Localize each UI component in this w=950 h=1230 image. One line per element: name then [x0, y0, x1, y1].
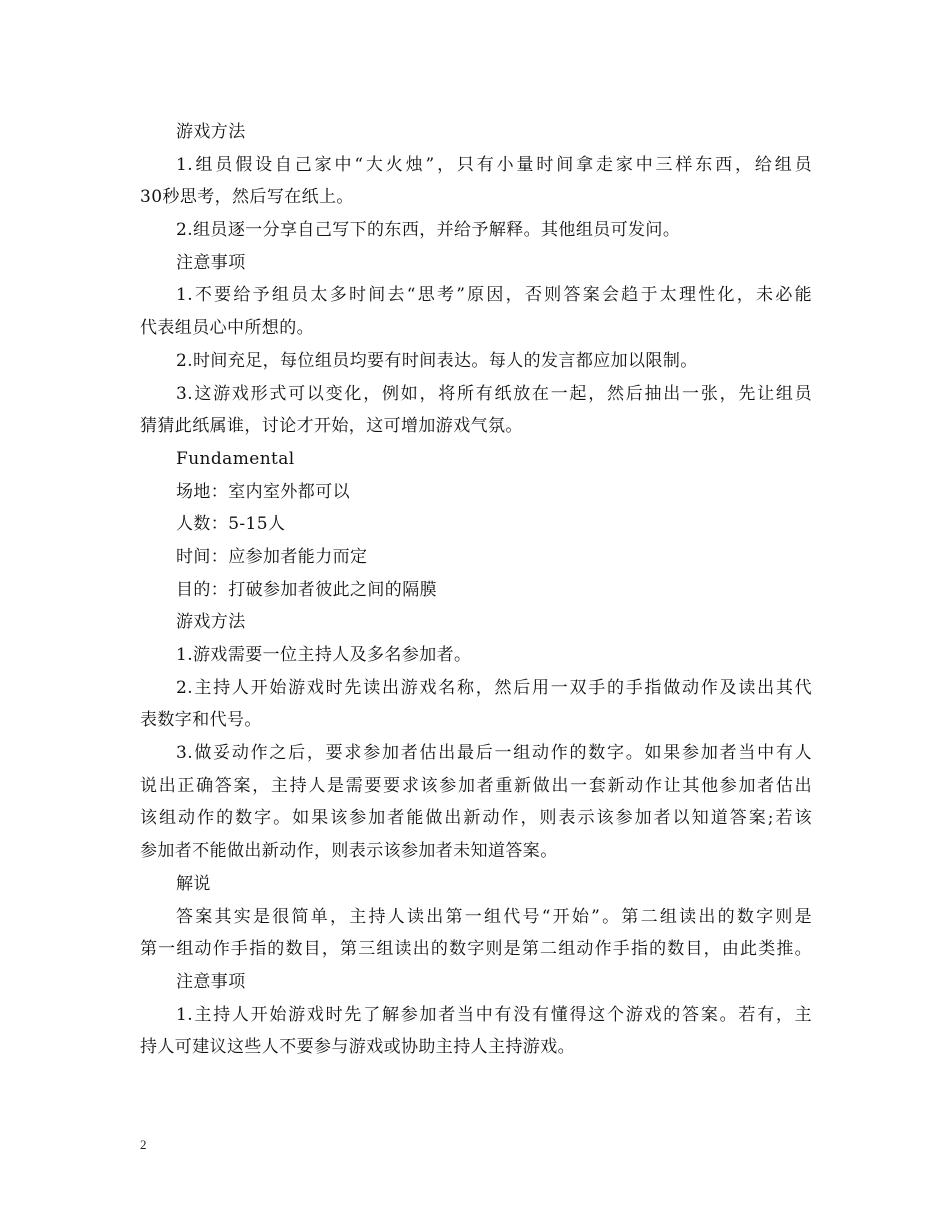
paragraph-line: 2.组员逐一分享自己写下的东西，并给予解释。其他组员可发问。 [176, 220, 681, 241]
paragraph-line: 说出正确答案，主持人是需要要求该参加者重新做出一套新动作让其他参加者估出 [140, 775, 812, 796]
paragraph-line: 3.做妥动作之后，要求参加者估出最后一组动作的数字。如果参加者当中有人 [176, 743, 812, 764]
paragraph-line: 该组动作的数字。如果该参加者能做出新动作，则表示该参加者以知道答案;若该 [140, 808, 812, 829]
paragraph-line: 1.组员假设自己家中“大火烛”，只有小量时间拿走家中三样东西，给组员 [176, 154, 812, 175]
info-time: 时间：应参加者能力而定 [176, 546, 368, 567]
paragraph-line: 持人可建议这些人不要参与游戏或协助主持人主持游戏。 [140, 1037, 575, 1058]
section-heading-game-method: 游戏方法 [176, 612, 246, 633]
paragraph-line: 3.这游戏形式可以变化，例如，将所有纸放在一起，然后抽出一张，先让组员 [176, 383, 812, 404]
paragraph-line: 2.主持人开始游戏时先读出游戏名称，然后用一双手的手指做动作及读出其代 [176, 677, 812, 698]
section-heading-game-method: 游戏方法 [176, 122, 246, 142]
info-purpose: 目的：打破参加者彼此之间的隔膜 [176, 579, 437, 600]
info-participants: 人数：5-15人 [176, 514, 286, 535]
paragraph-line: 2.时间充足，每位组员均要有时间表达。每人的发言都应加以限制。 [176, 350, 698, 371]
paragraph-line: 30秒思考，然后写在纸上。 [140, 187, 354, 208]
paragraph-line: 1.不要给予组员太多时间去“思考”原因，否则答案会趋于太理性化，未必能 [176, 285, 812, 306]
paragraph-line: 表数字和代号。 [140, 710, 262, 731]
paragraph-line: 代表组员心中所想的。 [140, 318, 314, 339]
paragraph-line: 猜猜此纸属谁，讨论才开始，这可增加游戏气氛。 [140, 416, 523, 437]
info-venue: 场地：室内室外都可以 [176, 481, 350, 502]
document-body [140, 116, 812, 1064]
paragraph-line: 参加者不能做出新动作，则表示该参加者未知道答案。 [140, 841, 558, 862]
paragraph-line: 1.主持人开始游戏时先了解参加者当中有没有懂得这个游戏的答案。若有，主 [176, 1004, 812, 1025]
page-number: 2 [140, 1137, 147, 1152]
game-title: Fundamental [176, 448, 295, 469]
paragraph-line: 答案其实是很简单，主持人读出第一组代号“开始”。第二组读出的数字则是 [176, 906, 812, 927]
section-heading-explanation: 解说 [176, 873, 211, 894]
section-heading-notes: 注意事项 [176, 971, 246, 992]
paragraph-line: 第一组动作手指的数目，第三组读出的数字则是第二组动作手指的数目，由此类推。 [140, 939, 812, 960]
section-heading-notes: 注意事项 [176, 252, 246, 273]
paragraph-line: 1.游戏需要一位主持人及多名参加者。 [176, 645, 472, 665]
